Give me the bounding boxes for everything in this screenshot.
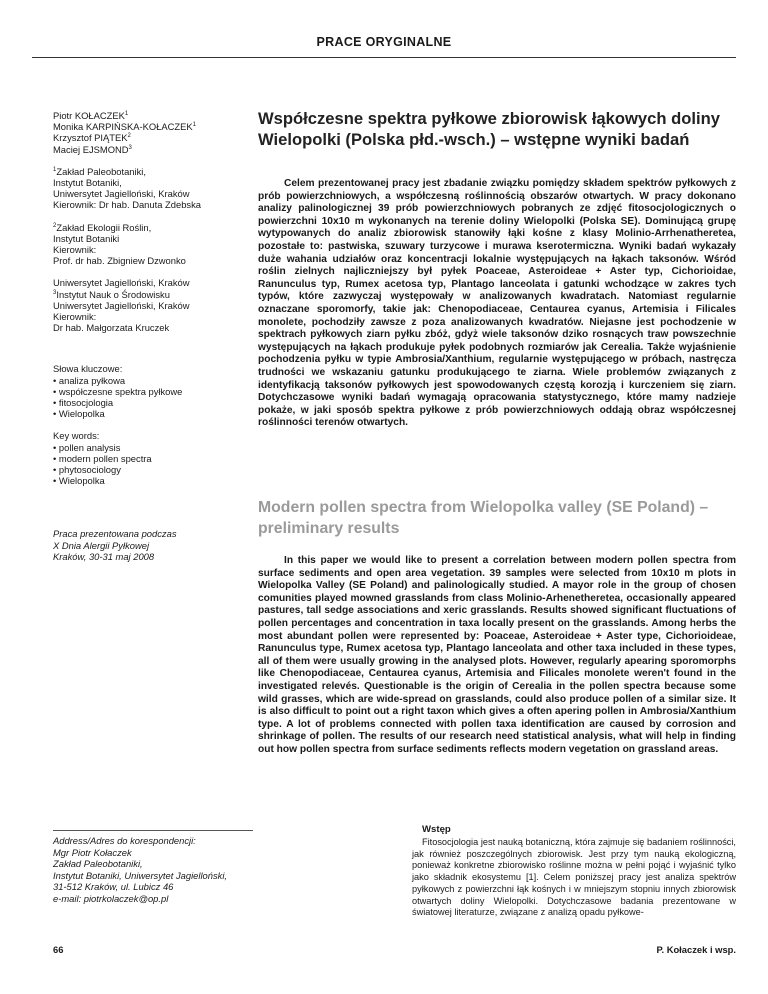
keywords-pl-title: Słowa kluczowe: bbox=[53, 363, 123, 375]
author: Monika KARPIŃSKA-KOŁACZEK$^1$ bbox=[53, 121, 196, 133]
keywords-en bbox=[53, 430, 258, 486]
page-number: 66 bbox=[53, 944, 64, 955]
article-title-pl: Współczesne spektra pyłkowe zbiorowisk łąkowych doliny Wielopolki (Polska płd.-wsch.) – wstępne wyniki badań bbox=[258, 109, 720, 149]
keyword: • phytosociology bbox=[53, 464, 121, 476]
keyword: • pollen analysis bbox=[53, 441, 121, 453]
author: Krzysztof PIĄTEK$^2$ bbox=[53, 132, 131, 144]
keyword: • modern pollen spectra bbox=[53, 452, 152, 464]
left-sidebar bbox=[53, 110, 258, 562]
author: Piotr KOŁACZEK$^1$ bbox=[53, 110, 129, 121]
keyword: • analiza pyłkowa bbox=[53, 374, 126, 386]
affiliation-2: $^2$Zakład Ekologii Roślin, Instytut Botaniki Kierownik: Prof. dr hab. Zbigniew Dzwonko bbox=[53, 221, 186, 267]
intro-heading: Wstęp bbox=[422, 824, 451, 835]
correspondence-rule bbox=[53, 830, 253, 831]
abstract-en: In this paper we would like to present a correlation between modern pollen spectra from surface sediments and open area vegetation. 39 samples were selected from 10x10 m plots in Wielopolka Valley (SE Poland) and palinologically studied. A mayor role in the group of chosen comunities played mowned grasslands from class Molinio-Arhenetheretea, occasionally appeared pastures, tall sedge associations and xeric grasslands. Results showed significant fluctuations of pollen percentages and concentration in taxa locally present on the grasslands. Among herbs the most abundant pollen were represented by: Poaceae, Asteroideae + Aster type, Cichorioideae, Ranunculus type, Rumex acetosa typ, Plantago lanceolata and other taxa included in these types, all of them were usually growing in the analysed plots. However, regularly apearing sporomorphs like Chenopodiaceae, Centaurea cyanus, Artemisia and Filicales monolete weren't found in the investigated relevés. Questionable is the origin of Cerealia in the pollen spectra because some wild grasses, which are wide-spread on grasslands, could also produce pollen of a similar size. It is also difficult to point out a right taxon which gives a often apering pollen in Ambrosia/Xanthium type. A lot of problems connected with pollen taxa identification are caused by corrosion and shrinkage of pollen. The results of our research need statistical analysis, what will help in finding out how pollen spectra from surface sediments reflects modern vegetation on grassland areas. bbox=[258, 555, 736, 755]
affiliation-3: Uniwersytet Jagielloński, Kraków $^3$Instytut Nauk o Środowisku Uniwersytet Jagielloński, Kraków Kierownik: Dr hab. Małgorzata Kruczek bbox=[53, 277, 190, 334]
keyword: • Wielopolka bbox=[53, 475, 105, 487]
keywords-en-title: Key words: bbox=[53, 430, 100, 442]
keyword: • współczesne spektra pyłkowe bbox=[53, 385, 183, 397]
keyword: • Wielopolka bbox=[53, 408, 105, 420]
presentation-note: Praca prezentowana podczas X Dnia Alergii Pyłkowej Kraków, 30-31 maj 2008 bbox=[53, 528, 177, 562]
abstract-pl: Celem prezentowanej pracy jest zbadanie związku pomiędzy składem spektrów pyłkowych z prób powierzchniowych, a współczesną roślinnością obszarów otwartych. W pracy dokonano analizy palinologicznej 39 prób powierzchniowych pobranych ze zdjęć fitosocjologicznych o powierzchni 10x10 m wykonanych na terenie doliny Wielopolki (Polska SE). Dominującą grupę wytypowanych do analiz zbiorowisk stanowiły łąki kośne z klasy Molinio-Arrhenatheretea, pozostałe to: pastwiska, szuwary turzycowe i murawa kserotermiczna. Wyniki badań wykazały duże wahania udziałów oraz koncentracji lokalnie występujących na łąkach taksonów. Wśród roślin zielnych najliczniejszy był pyłek Poaceae, Asteroideae + Aster typ, Cichorioidae, Ranunculus typ, Rumex acetosa typ, Plantago lanceolata i gatunki wchodzące w zakres tych typów, które zazwyczaj występowały w analizowanych kwadratach. Natomiast regularnie oznaczane sporomorfy, takie jak: Chenopodiaceae, Centaurea cyanus, Artemisia i Filicales monolete, pochodziły zawsze z poza analizowanych kwadratów. Niejasne jest pochodzenie w spektrach pyłkowych ziarn pyłku zbóż, gdyż wiele taksonów dziko rosnących traw powszechnie występujących na łąkach produkuje pyłek podobnych rozmiarów jak Cerealia. Także wyjaśnienie pochodzenia pyłku w typie Ambrosia/Xanthium, regularnie występującego w próbach, nastręcza trudności we wskazaniu gatunku produkującego te ziarna. Wiele problemów związanych z identyfikacją taksonów pyłkowych jest spowodowanych częstą korozją i kurczeniem się ziarn. Dotychczasowe wyniki badań wymagają opracowania statystycznego, które mamy nadzieje pokaże, w jaki sposób spektra pyłkowe z prób powierzchniowych oddają obraz współczesnej roślinności terenów otwartych. bbox=[258, 178, 736, 429]
article-title-en: Modern pollen spectra from Wielopolka valley (SE Poland) – preliminary results bbox=[258, 499, 709, 537]
correspondence-address: Address/Adres do korespondencji: Mgr Piotr Kołaczek Zakład Paleobotaniki, Instytut Botaniki, Uniwersytet Jagielloński, 31-512 Kraków, ul. Lubicz 46 e-mail: piotrkolaczek@op.pl bbox=[53, 835, 228, 904]
running-footer: P. Kołaczek i wsp. bbox=[656, 944, 736, 955]
keyword: • fitosocjologia bbox=[53, 397, 114, 409]
affiliation-1: $^1$Zakład Paleobotaniki, Instytut Botaniki, Uniwersytet Jagielloński, Kraków Kierownik: Dr hab. Danuta Zdebska bbox=[53, 165, 201, 211]
author-list bbox=[53, 110, 258, 155]
section-header: PRACE ORYGINALNE bbox=[316, 35, 452, 49]
author: Maciej EJSMOND$^3$ bbox=[53, 143, 132, 155]
keywords-pl bbox=[53, 363, 258, 419]
intro-body: Fitosocjologia jest nauką botaniczną, która zajmuje się badaniem roślinności, jak również poszczególnych zbiorowisk. Jest przy tym nauką ekologiczną, ponieważ konkretne zbiorowisko roślinne można w pełni pojąć i wyjaśnić tylko jako składnik ekosystemu [1]. Celem poniższej pracy jest analiza spektrów pyłkowych z powierzchni łąk kośnych i w mniejszym stopniu innych zbiorowisk otwartych doliny Wielopolki. Dotychczasowe badania prezentowane w światowej literaturze, związane z analizą opadu pyłkowe- bbox=[412, 837, 736, 918]
header-rule bbox=[32, 57, 736, 58]
